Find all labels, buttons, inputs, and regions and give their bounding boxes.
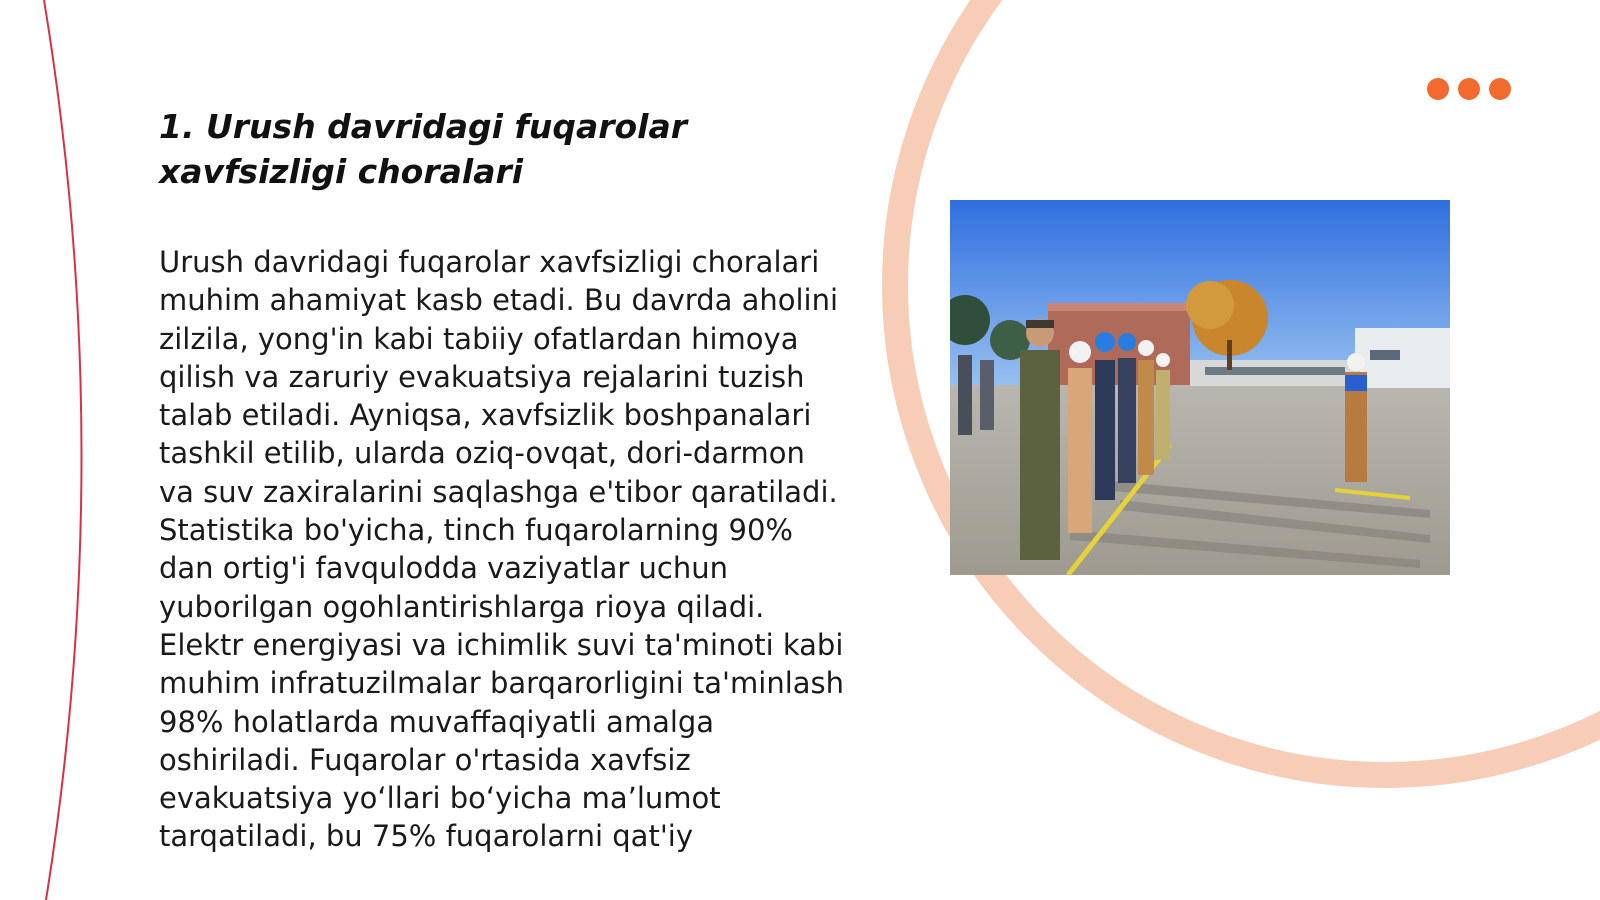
- slide-title: 1. Urush davridagi fuqarolar xavfsizligi choralari: [159, 107, 688, 191]
- three-dots-icon: [1427, 78, 1512, 102]
- slide-body-text: Urush davridagi fuqarolar xavfsizligi choralari muhim ahamiyat kasb etadi. Bu davrda aholini zilzila, yong'in kabi tabiiy ofatlardan himoya qilish va zaruriy evakuatsiya rejalarini tuzish talab etiladi. Ayniqsa, xavfsizlik boshpanalari tashkil etilib, ularda oziq-ovqat, dori-darmon va suv zaxiralarini saqlashga e'tibor qaratiladi. Statistika bo'yicha, tinch fuqarolarning 90% dan ortig'i favqulodda vaziyatlar uchun yuborilgan ogohlantirishlarga rioya qiladi. Elektr energiyasi va ichimlik suvi ta'minoti kabi muhim infratuzilmalar barqarorligini ta'minlash 98% holatlarda muvaffaqiyatli amalga oshiriladi. Fuqarolar o'rtasida xavfsiz evakuatsiya yo‘llari bo‘yicha ma’lumot tarqatiladi, bu 75% fuqarolarni qat'iy: [159, 245, 845, 854]
- dot-3: [1489, 78, 1511, 100]
- photo-illustration: [950, 200, 1450, 575]
- training-drill-photo: [950, 200, 1450, 575]
- dot-2: [1458, 78, 1480, 100]
- dot-1: [1427, 78, 1449, 100]
- left-curve-line: [44, 0, 82, 900]
